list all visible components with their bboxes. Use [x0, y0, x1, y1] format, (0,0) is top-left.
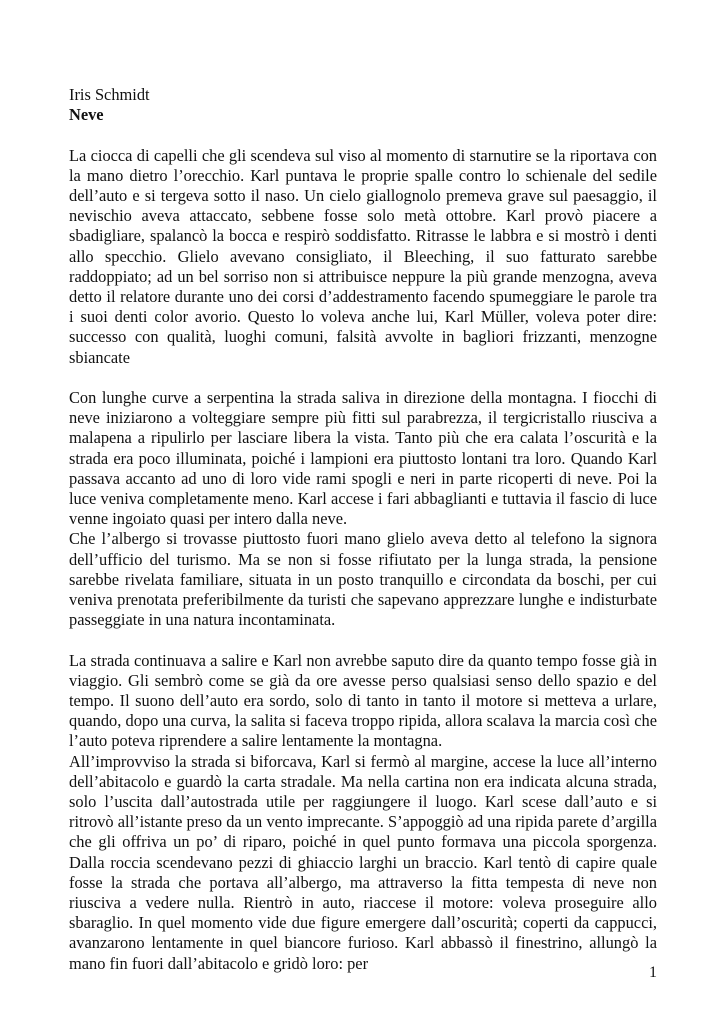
- paragraph: Con lunghe curve a serpentina la strada saliva in direzione della montagna. I fiocchi di neve iniziarono a volteggiare sempre più fitti sul parabrezza, il tergicristallo riusciva a malapena a ripulirlo per lasciare libera la vista. Tanto più che era calata l’oscurità e la strada era poco illuminata, poiché i lampioni era piuttosto lontani tra loro. Quando Karl passava accanto ad uno di loro vide rami spogli e neri in parte ricoperti di neve. Poi la luce veniva completamente meno. Karl accese i fari abbaglianti e tuttavia il fascio di luce venne ingoiato quasi per intero dalla neve.: [69, 388, 657, 529]
- paragraph: All’improvviso la strada si biforcava, Karl si fermò al margine, accese la luce all’interno dell’abitacolo e guardò la carta stradale. Ma nella cartina non era indicata alcuna strada, solo l’uscita dall’autostrada utile per raggiungere il luogo. Karl scese dall’auto e si ritrovò all’istante preso da un vento imprecante. S’appoggiò ad una ripida parete d’argilla che gli offriva un po’ di riparo, poiché in quel punto formava una piccola sporgenza. Dalla roccia scendevano pezzi di ghiaccio larghi un braccio. Karl tentò di capire quale fosse la strada che portava all’albergo, ma attraverso la fitta tempesta di neve non riusciva a vedere nulla. Rientrò in auto, riaccese il motore: voleva proseguire allo sbaraglio. In quel momento vide due figure emergere dall’oscurità; coperti da cappucci, avanzarono lentamente in quel biancore furioso. Karl abbassò il finestrino, allungò la mano fin fuori dall’abitacolo e gridò loro: per: [69, 751, 657, 973]
- paragraph: La strada continuava a salire e Karl non avrebbe saputo dire da quanto tempo fosse già in viaggio. Gli sembrò come se già da ore avesse perso qualsiasi senso dello spazio e del tempo. Il suono dell’auto era sordo, solo di tanto in tanto il motore si metteva a urlare, quando, dopo una curva, la salita si faceva troppo ripida, allora scalava la marcia così che l’auto poteva riprendere a salire lentamente la montagna.: [69, 650, 657, 751]
- document-page: [69, 85, 657, 974]
- paragraph: Che l’albergo si trovasse piuttosto fuori mano glielo aveva detto al telefono la signora dell’ufficio del turismo. Ma se non si fosse rifiutato per la lunga strada, la pensione sarebbe rivelata familiare, situata in un posto tranquillo e circondata da boschi, per cui veniva prenotata preferibilmente da turisti che sapevano apprezzare lunghe e indisturbate passeggiate in una natura incontaminata.: [69, 529, 657, 630]
- page-number: 1: [649, 964, 657, 981]
- paragraph: La ciocca di capelli che gli scendeva sul viso al momento di starnutire se la riportava con la mano dietro l’orecchio. Karl puntava le proprie spalle contro lo schienale del sedile dell’auto e si tergeva sotto il naso. Un cielo giallognolo premeva grave sul paesaggio, il nevischio aveva attaccato, sebbene fosse solo metà ottobre. Karl provò piacere a sbadigliare, spalancò la bocca e respirò soddisfatto. Ritrasse le labbra e si mostrò i denti allo specchio. Glielo avevano consigliato, il Bleeching, il suo fatturato sarebbe raddoppiato; ad un bel sorriso non si attribuisce neppure la più grande menzogna, aveva detto il relatore durante uno dei corsi d’addestramento facendo spumeggiare le parole tra i suoi denti color avorio. Questo lo voleva anche lui, Karl Müller, voleva poter dire: successo con qualità, luoghi comuni, falsità avvolte in bagliori frizzanti, menzogne sbiancate: [69, 145, 657, 367]
- story-title: Neve: [69, 105, 104, 125]
- author-name: Iris Schmidt: [69, 85, 150, 104]
